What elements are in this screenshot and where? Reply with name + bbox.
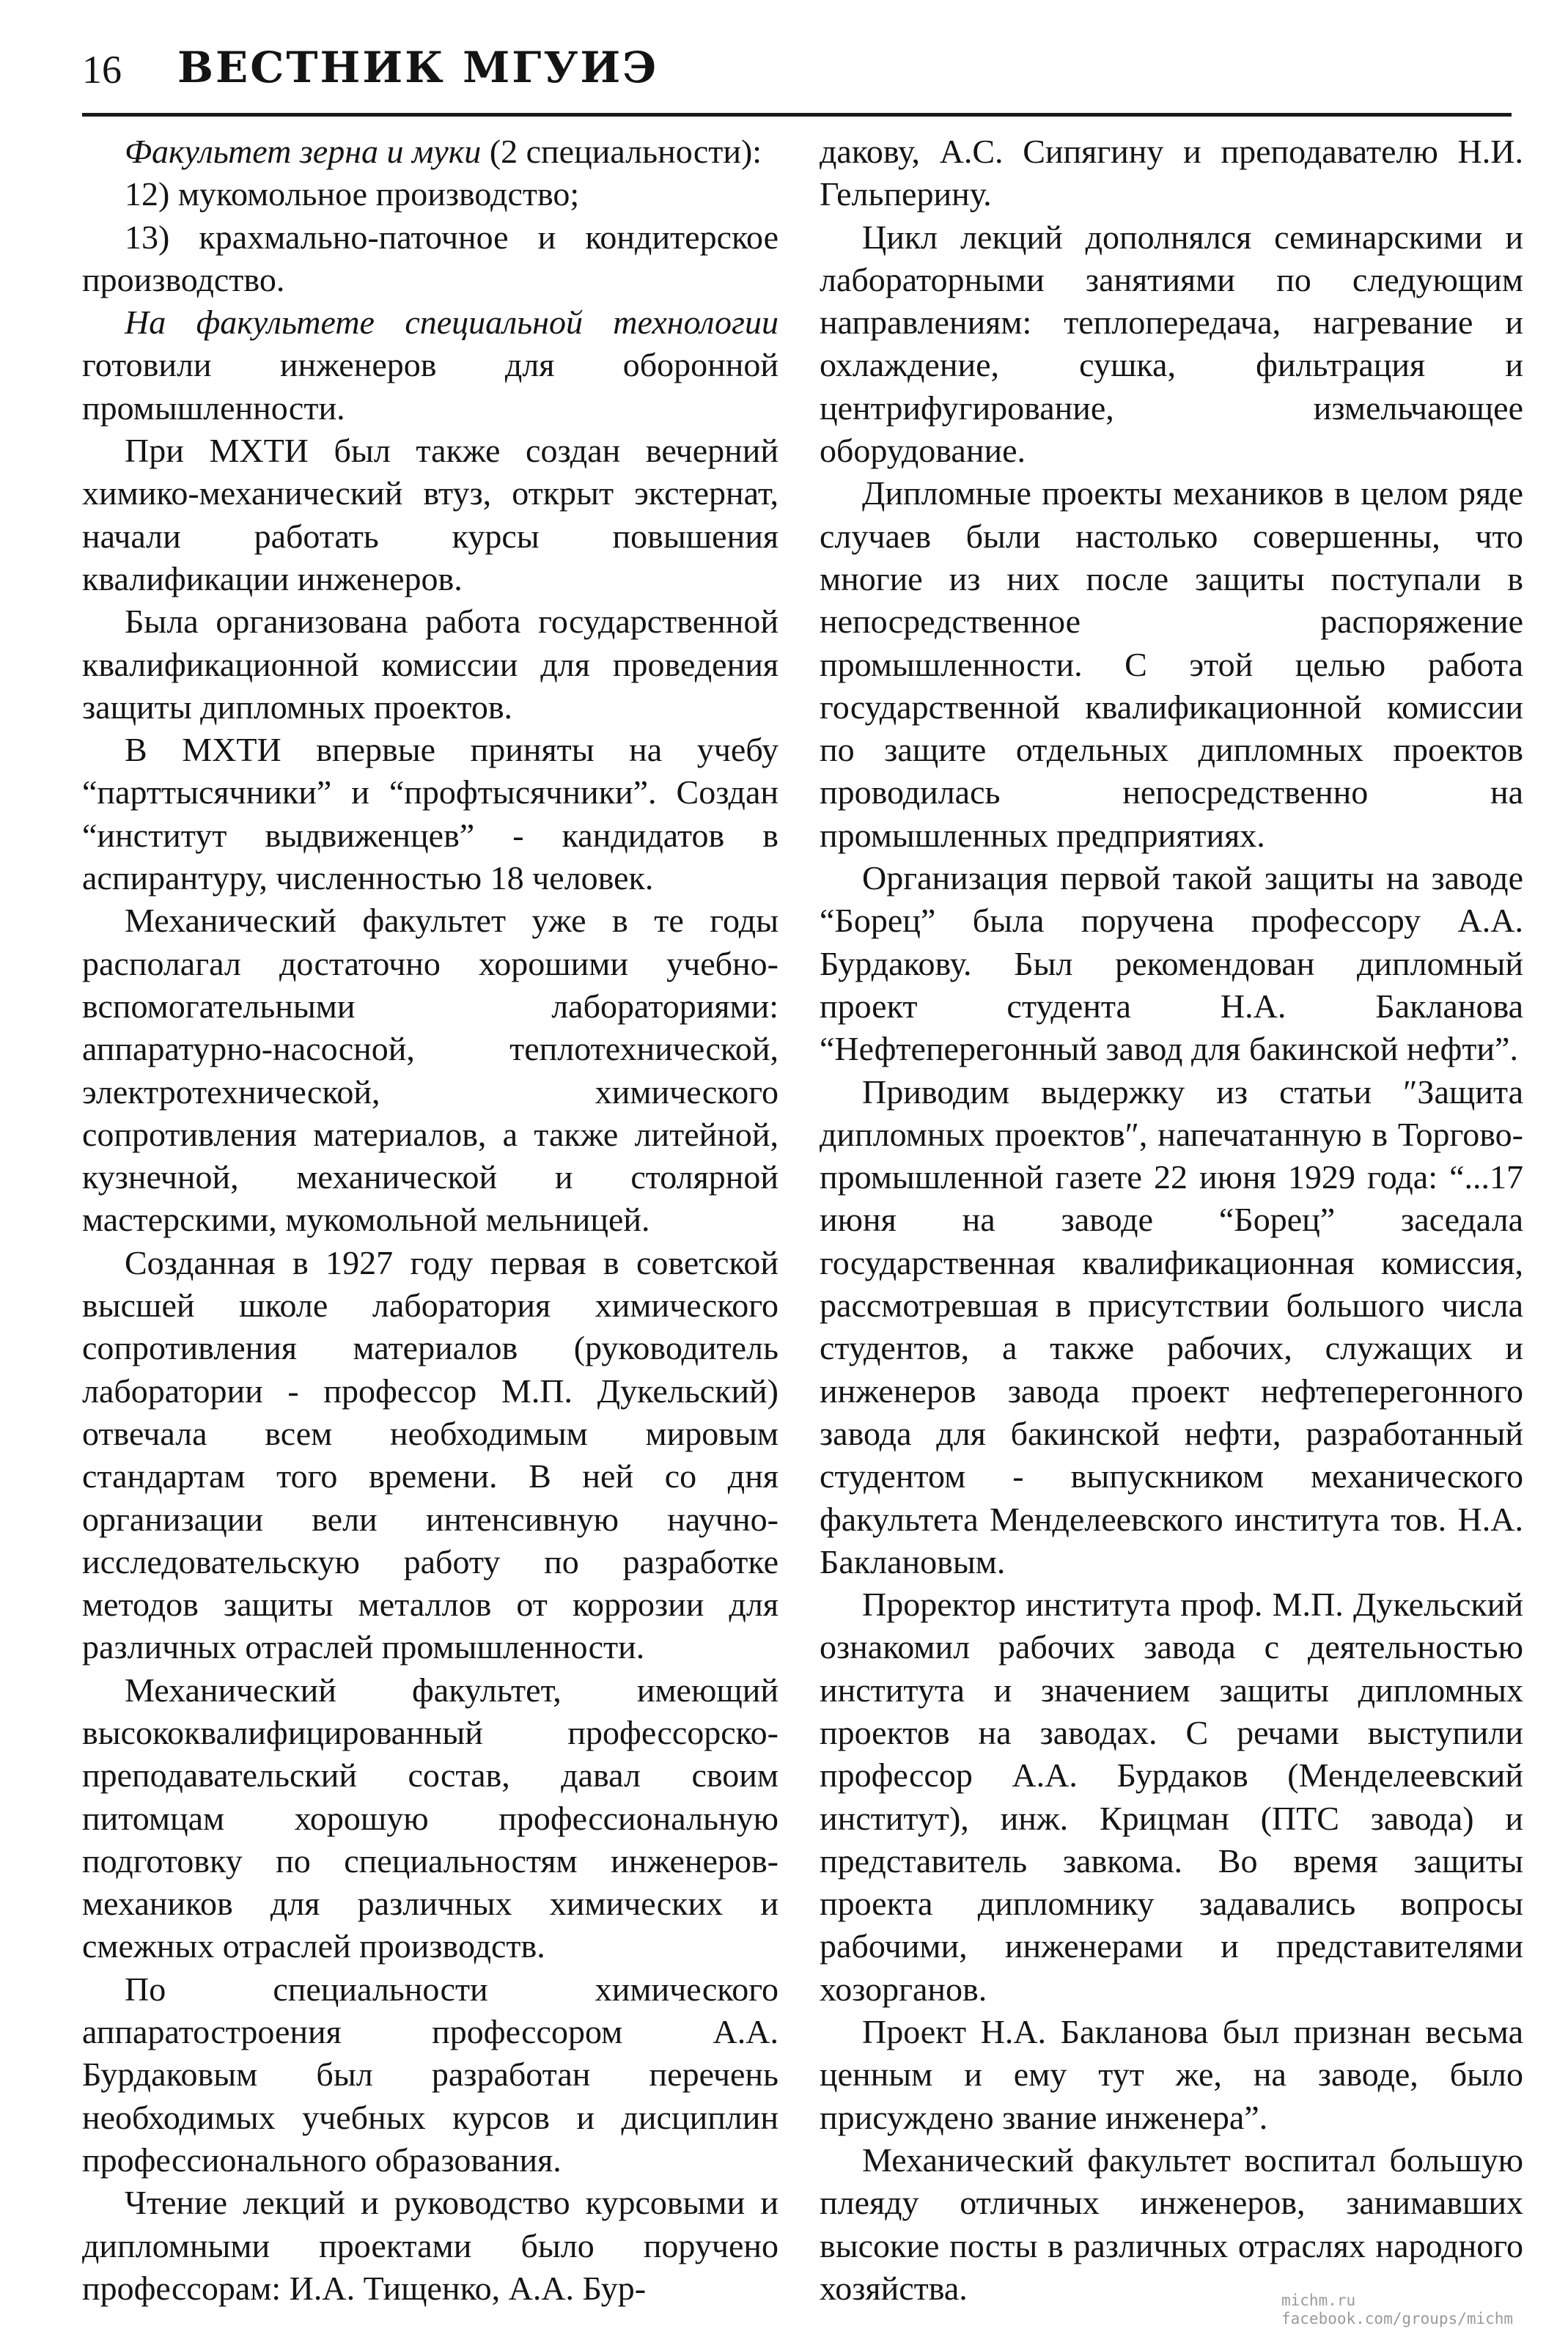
paragraph-corrosion-lab: Созданная в 1927 году первая в советской высшей школе лаборатория химического сопротивления материалов (руководитель лаборатории - профессор М.П. Дукельский) отвечала всем необходимым мировым стандартам того времени. В ней со дня организации вели интенсивную научно-исследовательскую работу по разработке методов защиты металлов от коррозии для различных отраслей промышленности. [82,1243,779,1666]
watermark [1281,2292,1545,2328]
paragraph-lectures: Чтение лекций и руководство курсовыми и дипломными проектами было поручено профессорам: И.А. Тищенко, А.А. Бур- [82,2184,779,2307]
page-number: 16 [82,48,122,92]
paragraph-faculty-grain [82,130,779,173]
page-header [82,37,1512,117]
paragraph-seminars: Цикл лекций дополнялся семинарскими и лабораторными занятиями по следующим направлениям: теплопередача, нагревание и охлаждение, сушка, фильтрация и центрифугирование, измельчающее оборудование. [820,218,1523,470]
watermark-site: michm.ru [1281,2292,1356,2309]
watermark-group: facebook.com/groups/michm [1281,2310,1514,2327]
special-technology-text: готовили инженеров для оборонной промышленности. [82,346,779,427]
paragraph-dukelsky-speech: Проректор института проф. М.П. Дукельский ознакомил рабочих завода с деятельностью института и значением защиты дипломных проектов на заводах. С речами выступили профессор А.А. Бурдаков (Менделеевский институт), инж. Крицман (ПТС завода) и представитель завкома. Во время защиты проекта дипломнику задавались вопросы рабочими, инженерами и представителями хозорганов. [820,1586,1523,2008]
paragraph-conclusion: Механический факультет воспитал большую плеяду отличных инженеров, занимавших высокие посты в различных отраслях народного хозяйства. [820,2141,1523,2307]
paragraph-special-technology [82,301,779,430]
paragraph-diploma-projects: Дипломные проекты механиков в целом ряде случаев были настолько совершенны, что многие из них после защиты поступали в непосредственное распоряжение промышленности. С этой целью работа государственной квалификационной комиссии по защите отдельных дипломных проектов проводилась непосредственно на промышленных предприятиях. [820,474,1523,854]
paragraph-lectures-continued: дакову, А.С. Сипягину и преподавателю Н.И. Гельперину. [820,133,1523,213]
paragraph-burdakov-courses: По специальности химического аппаратостроения профессором А.А. Бурдаковым был разработан перечень необходимых учебных курсов и дисциплин профессионального образования. [82,1970,779,2179]
journal-title: ВЕСТНИК МГУИЭ [177,43,659,92]
paragraph-engineer-title: Проект Н.А. Бакланова был признан весьма ценным и ему тут же, на заводе, было присуждено звание инженера”. [820,2013,1523,2136]
paragraph-parttysyachniki: В МХТИ впервые приняты на учебу “парттысячники” и “профтысячники”. Создан “институт выдвиженцев” - кандидатов в аспирантуру, численностью 18 человек. [82,731,779,897]
paragraph-evening-vtuz: При МХТИ был также создан вечерний химико-механический втуз, открыт экстернат, начали работать курсы повышения квалификации инженеров. [82,432,779,597]
paragraph-laboratories: Механический факультет уже в те годы располагал достаточно хорошими учебно-вспомогательными лабораториями: аппаратурно-насосной, теплотехнической, электротехнической, химического сопротивления материалов, а также литейной, кузнечной, механической и столярной мастерскими, мукомольной мельницей. [82,902,779,1239]
list-item-12: 12) мукомольное производство; [125,175,580,213]
faculty-grain-text: (2 специальности): [481,133,762,170]
paragraph-newspaper-quote: Приводим выдержку из статьи ″Защита дипломных проектов″, напечатанную в Торгово-промышленной газете 22 июня 1929 года: “...17 июня на заводе “Борец” заседала государственная квалификационная комиссия, рассмотревшая в присутствии большого числа студентов, а также рабочих, служащих и инженеров завода проект нефтеперегонного завода для бакинской нефти, разработанный студентом - выпускником механического факультета Менделеевского института тов. Н.А. Баклановым. [820,1072,1523,1580]
left-column [82,130,779,2310]
list-item-13: 13) крахмально-паточное и кондитерское производство. [82,218,779,298]
paragraph-qualification-commission: Была организована работа государственной квалификационной комиссии для проведения защиты дипломных проектов. [82,603,779,726]
special-technology-title: На факультете специальной технологии [125,303,779,342]
faculty-grain-title: Факультет зерна и муки [125,133,482,170]
paragraph-borets-defense: Организация первой такой защиты на заводе “Борец” была поручена профессору А.А. Бурдакову. Был рекомендован дипломный проект студента Н.А. Бакланова “Нефтеперегонный завод для бакинской нефти”. [820,859,1523,1068]
right-column [820,130,1523,2310]
paragraph-mechanical-faculty-staff: Механический факультет, имеющий высококвалифицированный профессорско-преподавательский состав, давал своим питомцам хорошую профессиональную подготовку по специальностям инженеров-механиков для различных химических и смежных отраслей производств. [82,1671,779,1965]
